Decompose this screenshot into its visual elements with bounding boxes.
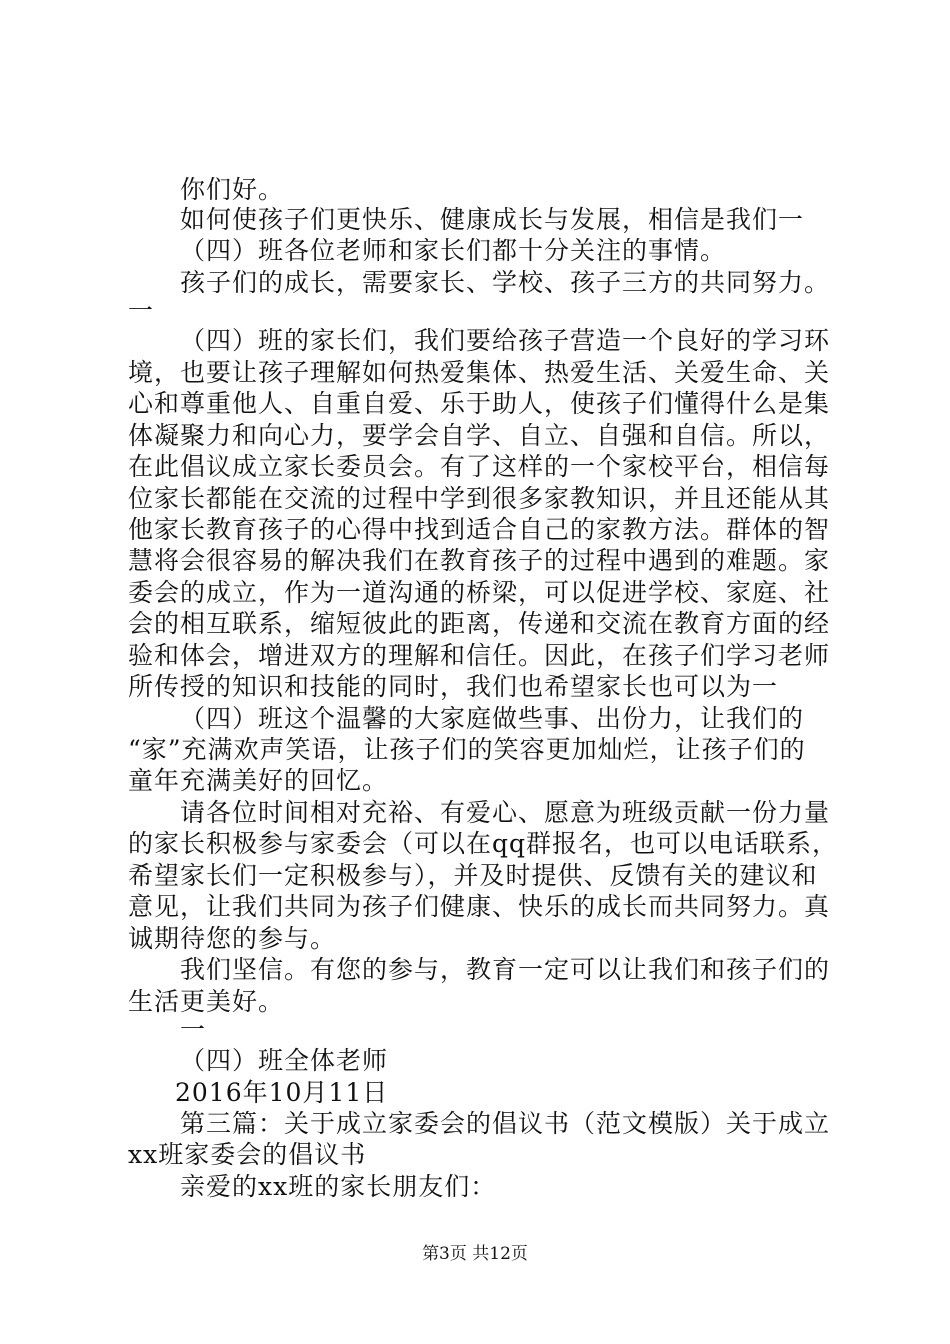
text-line: 的家长积极参与家委会（可以在qq群报名，也可以电话联系， [128, 829, 839, 858]
text-line: 孩子们的成长，需要家长、学校、孩子三方的共同努力。 [180, 268, 831, 297]
text-line: 我们坚信。有您的参与，教育一定可以让我们和孩子们的 [180, 955, 831, 984]
heading-line: xx班家委会的倡议书 [128, 1140, 367, 1169]
text-line: 你们好。 [180, 175, 285, 204]
text-line: 慧将会很容易的解决我们在教育孩子的过程中遇到的难题。家 [128, 546, 831, 575]
text-line: （四）班的家长们，我们要给孩子营造一个良好的学习环 [180, 326, 831, 355]
text-line: 诚期待您的参与。 [128, 924, 337, 953]
text-line: 体凝聚力和向心力，要学会自学、自立、自强和自信。所以， [128, 421, 831, 450]
text-line: （四）班各位老师和家长们都十分关注的事情。 [180, 236, 727, 265]
text-line: 希望家长们一定积极参与），并及时提供、反馈有关的建议和 [128, 861, 818, 890]
signature-line: （四）班全体老师 [180, 1046, 389, 1075]
text-line: 会的相互联系，缩短彼此的距离，传递和交流在教育方面的经 [128, 609, 831, 638]
heading-line: 第三篇：关于成立家委会的倡议书（范文模版）关于成立 [180, 1109, 831, 1138]
text-line: 他家长教育孩子的心得中找到适合自己的家教方法。群体的智 [128, 515, 831, 544]
text-line: 心和尊重他人、自重自爱、乐于助人，使孩子们懂得什么是集 [128, 389, 831, 418]
text-line: 童年充满美好的回忆。 [128, 766, 389, 795]
text-line: 生活更美好。 [128, 987, 285, 1016]
text-line: 境，也要让孩子理解如何热爱集体、热爱生活、关爱生命、关 [128, 358, 831, 387]
text-line: 在此倡议成立家长委员会。有了这样的一个家校平台，相信每 [128, 452, 831, 481]
text-line: “家”充满欢声笑语，让孩子们的笑容更加灿烂，让孩子们的 [128, 735, 806, 764]
text-line: 委会的成立，作为一道沟通的桥梁，可以促进学校、家庭、社 [128, 578, 831, 607]
text-line: 验和体会，增进双方的理解和信任。因此，在孩子们学习老师 [128, 641, 831, 670]
page-number-footer: 第3页 共12页 [422, 1244, 528, 1264]
text-line: （四）班这个温馨的大家庭做些事、出份力，让我们的 [180, 704, 805, 733]
text-line: 意见，让我们共同为孩子们健康、快乐的成长而共同努力。真 [128, 892, 831, 921]
text-line: 位家长都能在交流的过程中学到很多家教知识，并且还能从其 [128, 484, 831, 513]
salutation-line: 亲爱的xx班的家长朋友们： [180, 1172, 497, 1201]
text-line: 如何使孩子们更快乐、健康成长与发展，相信是我们一 [180, 205, 805, 234]
date-line: 2016年10月11日 [175, 1078, 389, 1107]
text-line: 一 [128, 296, 155, 325]
text-line: 所传授的知识和技能的同时，我们也希望家长也可以为一 [128, 672, 779, 701]
text-line: 一 [180, 1015, 207, 1044]
text-line: 请各位时间相对充裕、有爱心、愿意为班级贡献一份力量 [180, 798, 831, 827]
